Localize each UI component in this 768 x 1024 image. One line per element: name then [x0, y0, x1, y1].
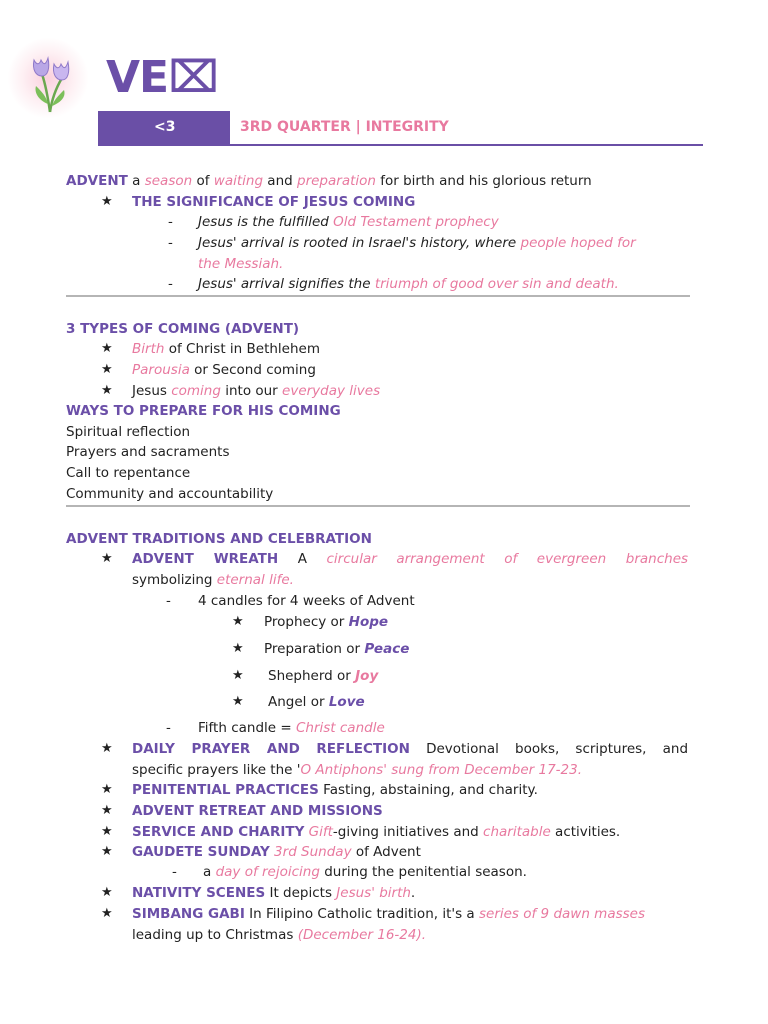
star-bullet: ★ [101, 551, 113, 566]
wreath-line-2: symbolizing eternal life. [132, 572, 294, 588]
significance-point-1: Jesus is the fulfilled Old Testament prophecy [198, 214, 499, 230]
star-bullet: ★ [232, 641, 244, 656]
types-heading: 3 TYPES OF COMING (ADVENT) [66, 321, 300, 337]
star-bullet: ★ [101, 341, 113, 356]
traditions-heading: ADVENT TRADITIONS AND CELEBRATION [66, 531, 372, 547]
star-bullet: ★ [232, 668, 244, 683]
star-bullet: ★ [101, 383, 113, 398]
significance-heading: THE SIGNIFICANCE OF JESUS COMING [132, 194, 416, 210]
wreath-line: ADVENT WREATH A circular arrangement of evergreen branches [132, 551, 689, 567]
section-divider [66, 295, 690, 297]
dash-bullet: - [168, 276, 173, 292]
star-bullet: ★ [101, 362, 113, 377]
star-bullet: ★ [232, 614, 244, 629]
star-bullet: ★ [101, 906, 113, 921]
nativity-line: NATIVITY SCENES It depicts Jesus' birth. [132, 885, 416, 901]
candles-line: 4 candles for 4 weeks of Advent [198, 593, 415, 609]
prepare-item: Community and accountability [66, 486, 274, 502]
candle-peace: Preparation or Peace [264, 641, 410, 657]
dash-bullet: - [168, 235, 173, 251]
star-bullet: ★ [101, 885, 113, 900]
type-parousia: Parousia or Second coming [132, 362, 316, 378]
significance-point-2: Jesus' arrival is rooted in Israel's history, where people hoped for [198, 235, 636, 251]
star-bullet: ★ [101, 741, 113, 756]
page-title: VE⌧ [106, 52, 218, 103]
candle-love: Angel or Love [268, 694, 365, 710]
star-bullet: ★ [101, 844, 113, 859]
header-band [98, 111, 230, 144]
prepare-heading: WAYS TO PREPARE FOR HIS COMING [66, 403, 341, 419]
dash-bullet: - [166, 720, 171, 736]
star-bullet: ★ [101, 803, 113, 818]
header-rule [98, 144, 703, 146]
fifth-candle: Fifth candle = Christ candle [198, 720, 385, 736]
service-line: SERVICE AND CHARITY Gift-giving initiatives and charitable activities. [132, 824, 621, 840]
daily-prayer-line-2: specific prayers like the 'O Antiphons' sung from December 17-23. [132, 762, 583, 778]
simbang-line: SIMBANG GABI In Filipino Catholic tradition, it's a series of 9 dawn masses [132, 906, 645, 922]
advent-definition: ADVENT a season of waiting and preparation for birth and his glorious return [66, 173, 592, 189]
star-bullet: ★ [101, 824, 113, 839]
daily-prayer-line: DAILY PRAYER AND REFLECTION Devotional books, scriptures, and [132, 741, 689, 757]
section-divider [66, 505, 690, 507]
prepare-item: Call to repentance [66, 465, 191, 481]
dash-bullet: - [168, 214, 173, 230]
gaudete-line: GAUDETE SUNDAY 3rd Sunday of Advent [132, 844, 421, 860]
tulip-logo [24, 48, 78, 114]
star-bullet: ★ [101, 782, 113, 797]
advent-term: ADVENT [66, 173, 128, 189]
prepare-item: Spiritual reflection [66, 424, 191, 440]
candle-joy: Shepherd or Joy [268, 668, 379, 684]
dash-bullet: - [166, 593, 171, 609]
significance-point-2-cont: the Messiah. [198, 256, 284, 272]
significance-point-3: Jesus' arrival signifies the triumph of good over sin and death. [198, 276, 619, 292]
star-bullet: ★ [101, 194, 113, 209]
band-subtitle: 3RD QUARTER | INTEGRITY [240, 119, 449, 135]
simbang-line-2: leading up to Christmas (December 16-24). [132, 927, 427, 943]
type-everyday: Jesus coming into our everyday lives [132, 383, 381, 399]
rejoicing-line: a day of rejoicing during the penitential season. [203, 864, 527, 880]
prepare-item: Prayers and sacraments [66, 444, 230, 460]
star-bullet: ★ [232, 694, 244, 709]
retreat-line: ADVENT RETREAT AND MISSIONS [132, 803, 383, 819]
penitential-line: PENITENTIAL PRACTICES Fasting, abstaining, and charity. [132, 782, 538, 798]
type-birth: Birth of Christ in Bethlehem [132, 341, 321, 357]
band-label: <3 [154, 119, 176, 135]
dash-bullet: - [172, 864, 177, 880]
candle-hope: Prophecy or Hope [264, 614, 389, 630]
